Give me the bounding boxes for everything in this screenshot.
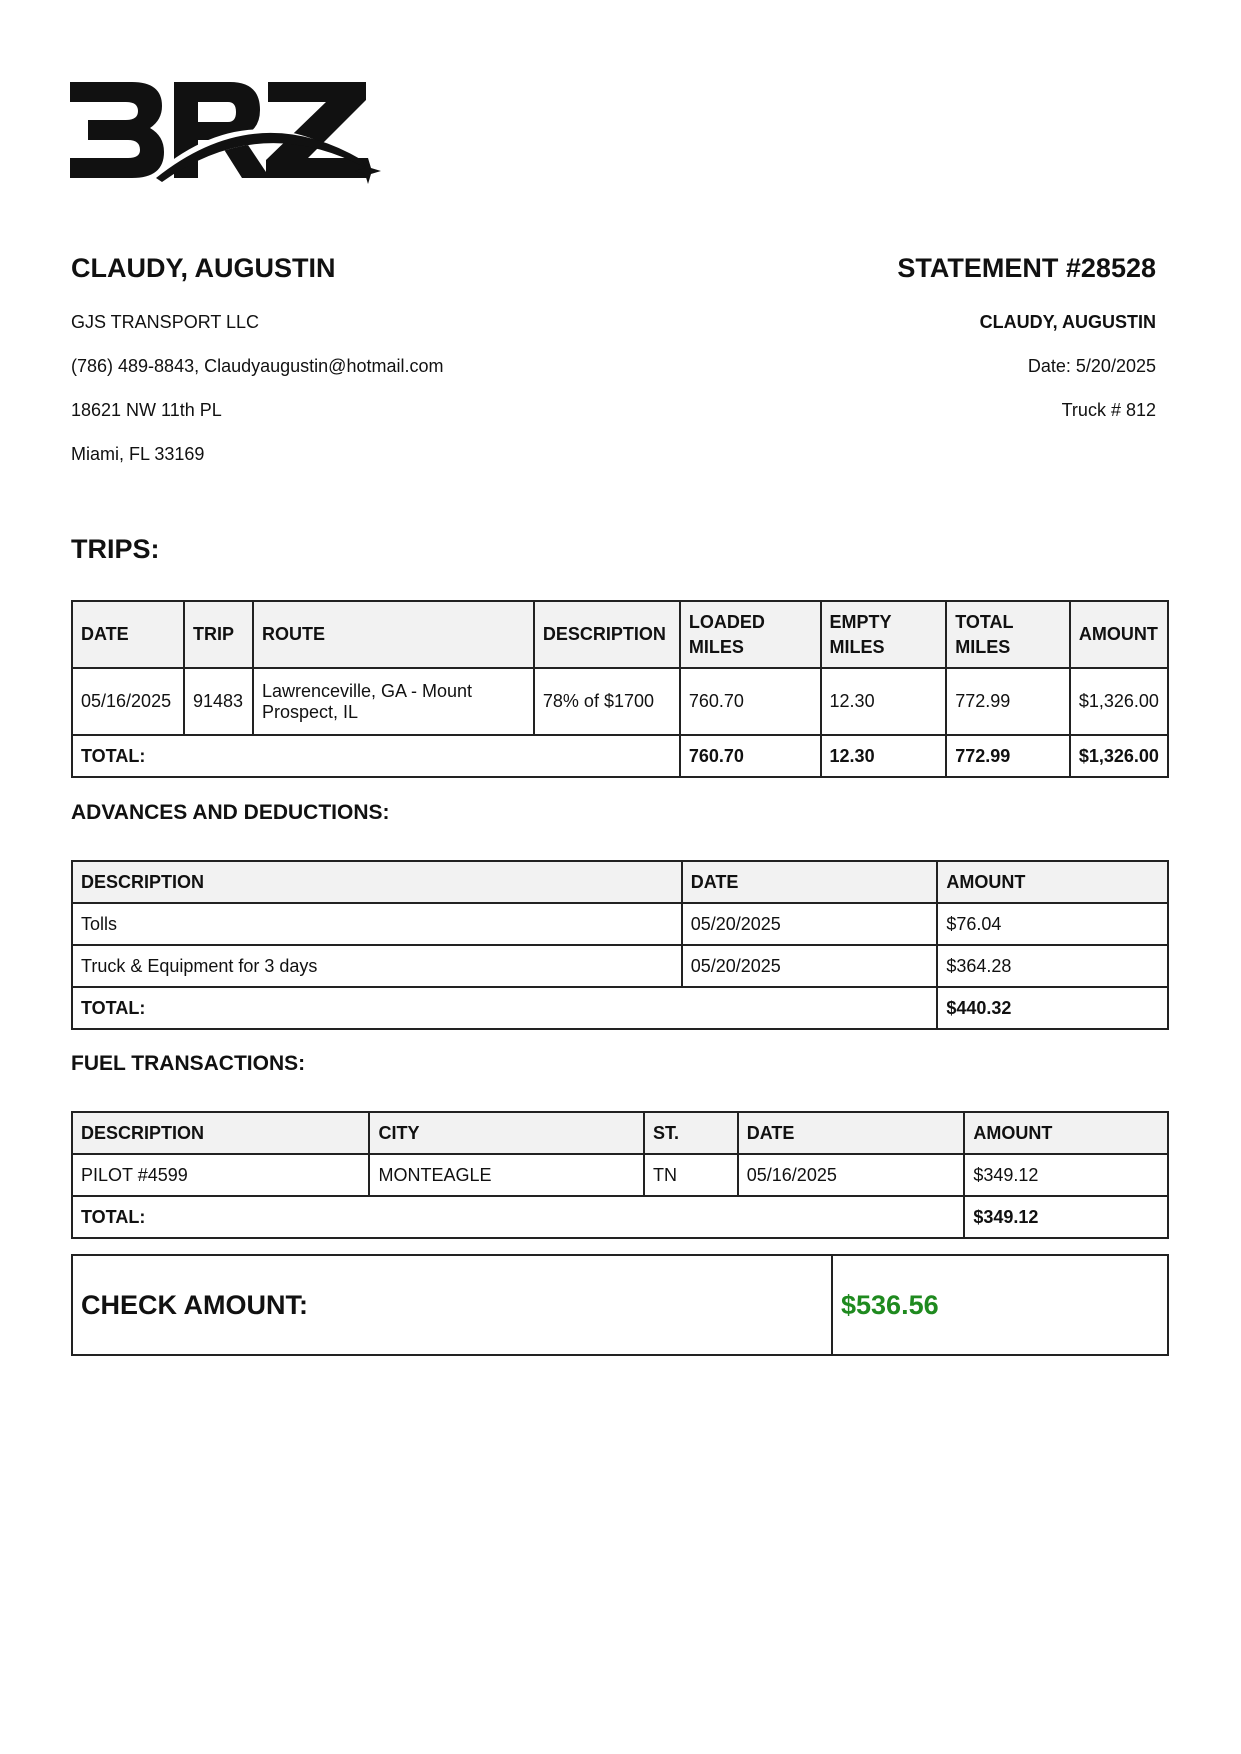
table-row: [72, 903, 1168, 945]
table-row: [72, 945, 1168, 987]
col-date: DATE: [738, 1112, 965, 1154]
col-route: ROUTE: [253, 601, 534, 668]
fuel-state: TN: [644, 1154, 738, 1196]
col-amount: AMOUNT: [1070, 601, 1168, 668]
advances-table: [71, 860, 1169, 1030]
col-empty-miles: EMPTY MILES: [821, 601, 947, 668]
trip-date: 05/16/2025: [72, 668, 184, 735]
fuel-amount: $349.12: [964, 1154, 1168, 1196]
advance-description: Tolls: [72, 903, 682, 945]
fuel-table: [71, 1111, 1169, 1239]
col-amount: AMOUNT: [937, 861, 1168, 903]
trips-total-empty: 12.30: [821, 735, 947, 777]
check-amount-box: [71, 1254, 1169, 1356]
advance-amount: $364.28: [937, 945, 1168, 987]
advances-total-row: [72, 987, 1168, 1029]
col-total-miles: TOTAL MILES: [946, 601, 1070, 668]
table-row: [72, 668, 1168, 735]
statement-date: Date: 5/20/2025: [1027, 356, 1156, 376]
col-description: DESCRIPTION: [534, 601, 680, 668]
brz-logo-mark: [70, 78, 390, 190]
fuel-total-label: TOTAL:: [72, 1196, 964, 1238]
trip-total-miles: 772.99: [946, 668, 1070, 735]
statement-truck: Truck # 812: [1061, 400, 1156, 420]
trips-table: [71, 600, 1169, 778]
check-amount-label: CHECK AMOUNT:: [73, 1256, 833, 1354]
driver-address-line2: Miami, FL 33169: [71, 444, 205, 464]
driver-name: CLAUDY, AUGUSTIN: [71, 253, 336, 283]
statement-info: [656, 253, 1156, 443]
fuel-date: 05/16/2025: [738, 1154, 965, 1196]
trips-header-row: [72, 601, 1168, 668]
trip-description: 78% of $1700: [534, 668, 680, 735]
advances-header-row: [72, 861, 1168, 903]
fuel-heading: FUEL TRANSACTIONS:: [71, 1052, 306, 1075]
advance-date: 05/20/2025: [682, 945, 938, 987]
driver-contact: (786) 489-8843, Claudyaugustin@hotmail.com: [71, 356, 444, 376]
trip-amount: $1,326.00: [1070, 668, 1168, 735]
driver-address-line1: 18621 NW 11th PL: [71, 400, 222, 420]
driver-info: [71, 253, 611, 487]
col-description: DESCRIPTION: [72, 861, 682, 903]
check-amount-value: $536.56: [841, 1289, 939, 1320]
trips-total-miles: 772.99: [946, 735, 1070, 777]
statement-name: CLAUDY, AUGUSTIN: [979, 312, 1156, 332]
col-amount: AMOUNT: [964, 1112, 1168, 1154]
advances-total-amount: $440.32: [937, 987, 1168, 1029]
col-city: CITY: [369, 1112, 644, 1154]
trips-total-row: [72, 735, 1168, 777]
trip-number: 91483: [184, 668, 253, 735]
trips-total-loaded: 760.70: [680, 735, 821, 777]
advance-description: Truck & Equipment for 3 days: [72, 945, 682, 987]
fuel-city: MONTEAGLE: [369, 1154, 644, 1196]
trips-heading: TRIPS:: [71, 534, 160, 564]
advance-date: 05/20/2025: [682, 903, 938, 945]
col-state: ST.: [644, 1112, 738, 1154]
driver-company: GJS TRANSPORT LLC: [71, 312, 260, 332]
fuel-description: PILOT #4599: [72, 1154, 369, 1196]
trips-total-label: TOTAL:: [72, 735, 680, 777]
advances-total-label: TOTAL:: [72, 987, 937, 1029]
trip-empty-miles: 12.30: [821, 668, 947, 735]
table-row: [72, 1154, 1168, 1196]
col-description: DESCRIPTION: [72, 1112, 369, 1154]
col-trip: TRIP: [184, 601, 253, 668]
col-loaded-miles: LOADED MILES: [680, 601, 821, 668]
company-logo: [70, 78, 390, 190]
fuel-header-row: [72, 1112, 1168, 1154]
fuel-total-amount: $349.12: [964, 1196, 1168, 1238]
col-date: DATE: [682, 861, 938, 903]
advances-heading: ADVANCES AND DEDUCTIONS:: [71, 801, 390, 824]
trip-route: Lawrenceville, GA - Mount Prospect, IL: [253, 668, 534, 735]
advance-amount: $76.04: [937, 903, 1168, 945]
fuel-total-row: [72, 1196, 1168, 1238]
trips-total-amount: $1,326.00: [1070, 735, 1168, 777]
col-date: DATE: [72, 601, 184, 668]
statement-title: STATEMENT #28528: [897, 253, 1156, 283]
trip-loaded-miles: 760.70: [680, 668, 821, 735]
